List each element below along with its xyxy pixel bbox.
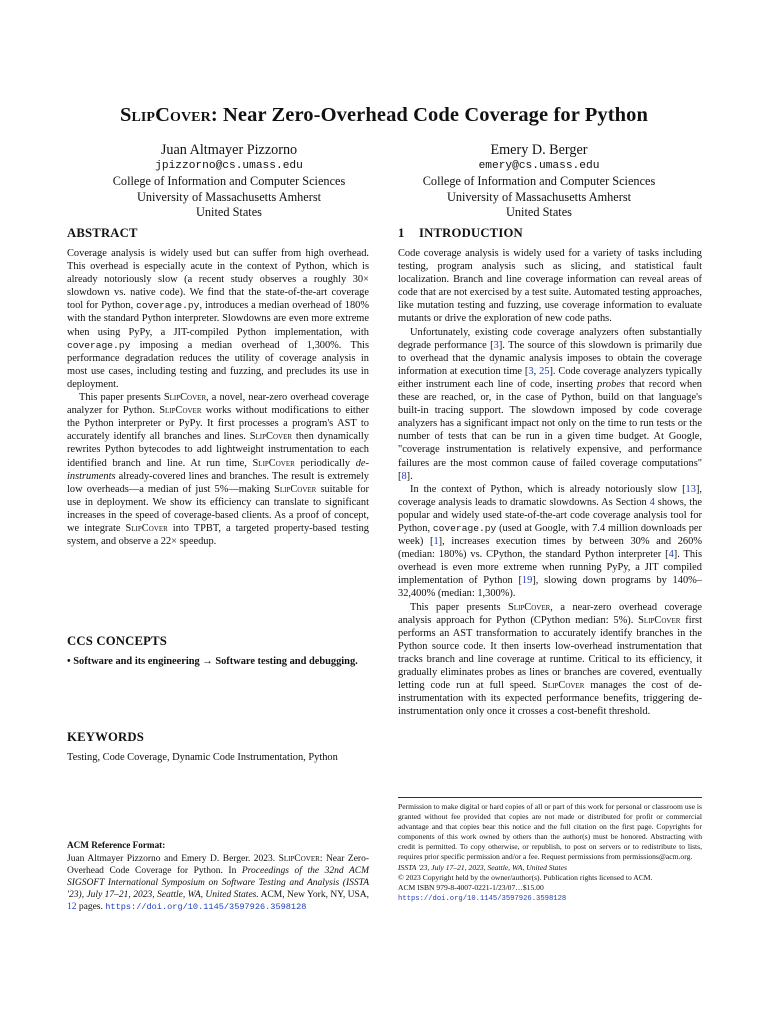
introduction-section bbox=[398, 226, 702, 718]
intro-paragraph-2: Unfortunately, existing code coverage analyzers often substantially degrade performance [3]. The source of this slowdown is primarily due to overhead that the dynamic analysis imposes to obtain the coverage information at execution time [3, 25]. Code coverage analyzers typically either instrument each line of code, inserting probes that record when these are reached, or, in the case of Python, build on that language's built-in tracing support. The slowdown imposed by code coverage analyzers has a significant impact not only on the time to run tests or the number of tests that can be run in a given time budget. At Google, "coverage instrumentation is relatively expensive, and performance failures are the most common cause of failed coverage computations" [8]. bbox=[398, 326, 703, 482]
acm-ref-body: Juan Altmayer Pizzorno and Emery D. Berger. 2023. SlipCover: Near Zero-Overhead Code Coverage for Python. In Proceedings of the 32nd ACM SIGSOFT International Symposium on Software Testing and Analysis (ISSTA '23), July 17–21, 2023, Seattle, WA, United States. ACM, New York, NY, USA, 12 pages. https://doi.org/10.1145/3597926.3598128 bbox=[67, 854, 369, 913]
author-email[interactable]: emery@cs.umass.edu bbox=[478, 160, 600, 172]
author-country: United States bbox=[196, 204, 262, 219]
author-univ: University of Massachusetts Amherst bbox=[136, 189, 322, 204]
section-number: 1 bbox=[398, 226, 405, 240]
copyright-line: © 2023 Copyright held by the owner/author(s). Publication rights licensed to ACM. bbox=[398, 872, 653, 882]
author-name: Emery D. Berger bbox=[490, 142, 588, 158]
keywords-text: Testing, Code Coverage, Dynamic Code Instrumentation, Python bbox=[67, 752, 338, 763]
author-block-1 bbox=[79, 141, 379, 220]
author-univ: University of Massachusetts Amherst bbox=[446, 189, 632, 204]
citation-link[interactable]: 1 bbox=[433, 536, 439, 548]
citation-link[interactable]: 4 bbox=[668, 549, 674, 561]
citation-link[interactable]: 13 bbox=[685, 483, 696, 495]
citation-link[interactable]: 3 bbox=[493, 339, 499, 351]
citation-link[interactable]: 8 bbox=[401, 470, 407, 482]
isbn-line: ACM ISBN 979-8-4007-0221-1/23/07…$15.00 bbox=[398, 882, 544, 892]
keywords-heading: KEYWORDS bbox=[67, 730, 145, 744]
abstract-heading: ABSTRACT bbox=[67, 226, 138, 240]
abstract-paragraph-1: Coverage analysis is widely used but can suffer from high overhead. This overhead is especially acute in the context of Python, which is already notoriously slow (a recent study observes a roughly 30× slowdown vs. native code). We find that the state-of-the-art coverage tool for Python, coverage.py, introduces a median overhead of 180% with the standard Python interpreter. Slowdowns are even more extreme when using PyPy, a JIT-compiled Python implementation, with coverage.py imposing a median overhead of 1,300%. This performance degradation reduces the utility of coverage analysis in most use cases, including testing and fuzzing, and precludes its use in deployment. bbox=[67, 248, 369, 390]
keywords-section bbox=[67, 730, 369, 764]
abstract-section bbox=[67, 226, 369, 548]
intro-paragraph-4: This paper presents SlipCover, a near-zero overhead coverage analysis approach for Python (CPython median: 5%). SlipCover first performs an AST transformation to accurately identify branches in the Python source code. It then inserts low-overhead instrumentation that tracks branch and line coverage at runtime. Critical to its efficiency, it gradually eliminates probes as lines or branches are covered, eventually letting code run at full speed. SlipCover manages the cost of de-instrumentation with its expected performance benefits, triggering de-instrumentation only once it crosses a cost-benefit threshold. bbox=[398, 601, 702, 718]
permission-text: Permission to make digital or hard copies of all or part of this work for personal or classroom use is granted without fee provided that copies are not made or distributed for profit or commercial advantage and that copies bear this notice and the full citation on the first page. Copyrights for components of this work owned by others than the author(s) must be honored. Abstracting with credit is permitted. To copy otherwise, or republish, to post on servers or to redistribute to lists, requires prior specific permission and/or a fee. Request permissions from permissions@acm.org. bbox=[398, 802, 702, 862]
page-count-link[interactable]: 12 bbox=[67, 902, 77, 913]
citation-link[interactable]: 25 bbox=[539, 365, 550, 377]
acm-ref-heading: ACM Reference Format: bbox=[67, 840, 166, 850]
venue-line: ISSTA '23, July 17–21, 2023, Seattle, WA, United States bbox=[398, 862, 567, 872]
section-title: INTRODUCTION bbox=[419, 226, 523, 240]
permission-doi-link[interactable]: https://doi.org/10.1145/3597926.3598128 bbox=[398, 894, 567, 903]
abstract-paragraph-2: This paper presents SlipCover, a novel, near-zero overhead coverage analyzer for Python. SlipCover works without modifications to either the Python interpreter or PyPy. It first processes a program's AST to accurately identify all branches and lines. SlipCover then dynamically rewrites Python bytecodes to add lightweight instrumentation to each identified branch and line. At run time, SlipCover periodically de-instruments already-covered lines and branches. The result is extremely low overheads—a median of just 5%—making SlipCover suitable for use in deployment. We show its efficiency can translate to significant increases in the speed of coverage-based clients. As a proof of concept, we integrate SlipCover into TPBT, a targeted property-based testing system, and observe a 22× speedup. bbox=[67, 392, 369, 548]
intro-paragraph-3: In the context of Python, which is already notoriously slow [13], coverage analysis leads to dramatic slowdowns. As Section 4 shows, the popular and widely used state-of-the-art code coverage analysis tool for Python, coverage.py (used at Google, with 7.4 million downloads per week) [1], increases execution times by between 30% and 260% (median: 180%) vs. CPython, the standard Python interpreter [4]. This overhead is even more extreme when running PyPy, a JIT compiled implementation of Python [19], slowing down programs by 140%–32,400% (median: 1,300%). bbox=[398, 483, 703, 600]
author-dept: College of Information and Computer Sciences bbox=[112, 174, 346, 189]
ccs-concepts-section bbox=[67, 634, 369, 668]
ccs-text: • Software and its engineering → Software testing and debugging. bbox=[67, 656, 358, 667]
author-country: United States bbox=[506, 204, 572, 219]
citation-link[interactable]: 3 bbox=[528, 365, 534, 377]
ccs-heading: CCS CONCEPTS bbox=[67, 634, 168, 648]
author-name: Juan Altmayer Pizzorno bbox=[160, 142, 298, 158]
title-rest: : Near Zero-Overhead Code Coverage for Python bbox=[210, 104, 649, 126]
permission-notice bbox=[398, 797, 702, 904]
section-ref-link[interactable]: 4 bbox=[649, 496, 655, 508]
citation-link[interactable]: 19 bbox=[521, 575, 533, 587]
author-email[interactable]: jpizzorno@cs.umass.edu bbox=[155, 160, 303, 172]
doi-link[interactable]: https://doi.org/10.1145/3597926.3598128 bbox=[105, 902, 307, 913]
title-system-name: SlipCover bbox=[119, 104, 211, 126]
intro-paragraph-1: Code coverage analysis is widely used for a variety of tasks including testing, program analysis such as slicing, and statistical fault localization. Branch and line coverage information can reveal areas of code that are not exercised by a test suite. Automated testing approaches, like mutation testing and fuzzing, use coverage information to evaluate mutants or drive the exploration of new code paths. bbox=[398, 248, 702, 325]
intro-heading bbox=[398, 226, 702, 241]
author-dept: College of Information and Computer Sciences bbox=[422, 174, 656, 189]
acm-reference-format bbox=[67, 840, 369, 913]
author-block-2 bbox=[389, 141, 689, 220]
paper-title bbox=[0, 104, 768, 127]
